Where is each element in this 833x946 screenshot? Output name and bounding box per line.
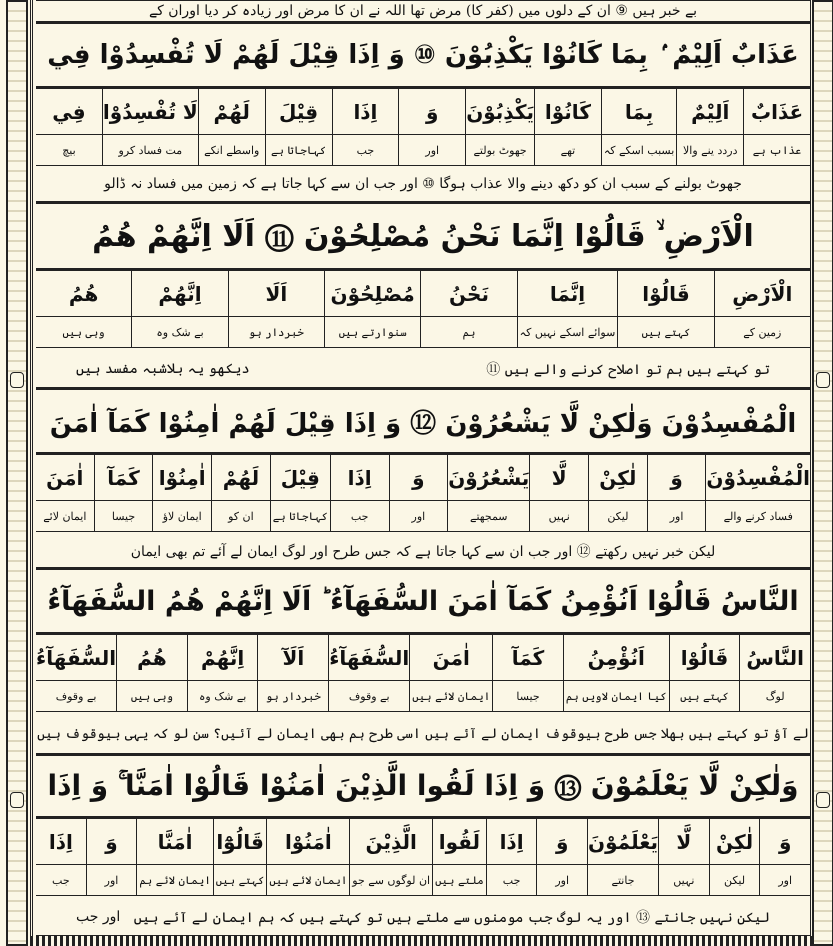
arabic-word: كَمَآ <box>493 635 563 681</box>
word-cell <box>131 271 227 347</box>
urdu-word-meaning: اور <box>555 873 570 887</box>
urdu-word-meaning: خبردار ہو <box>265 689 321 703</box>
word-cell <box>349 819 432 895</box>
urdu-word-meaning: اور <box>778 873 793 887</box>
word-by-word-grid <box>36 634 810 712</box>
urdu-word-meaning: جب <box>502 873 521 887</box>
urdu-word-meaning: بیچ <box>62 143 76 157</box>
urdu-word-meaning: ہم <box>462 325 476 339</box>
translation-line <box>36 714 810 754</box>
arabic-word: قَالُوْا <box>618 271 713 317</box>
arabic-word: لٰكِنْ <box>589 455 647 501</box>
arabic-word: وَ <box>87 819 137 865</box>
urdu-word-meaning: وہی ہیں <box>130 689 174 703</box>
border-ornament <box>10 372 24 388</box>
arabic-word: اِذَا <box>333 89 399 135</box>
translation-text: جھوٹ بولنے کے سبب ان کو دکھ دینے والا عذاب ہوگا ⑩ اور جب ان سے کہا جاتا ہے کہ زمین میں فساد نہ ڈالو <box>104 175 742 192</box>
urdu-word-meaning: اور <box>669 509 684 523</box>
arabic-word: قَالُوْا <box>670 635 740 681</box>
arabic-word: نَحْنُ <box>421 271 516 317</box>
top-note-text: بے خبر ہیں ⑨ ان کے دلوں میں (کفر کا) مرض تھا اللہ نے ان کا مرض اور زیادہ کر دیا اوران کے <box>148 3 698 19</box>
word-cell <box>705 455 810 531</box>
urdu-word-meaning: لوگ <box>765 689 785 703</box>
urdu-word-meaning: جانتے <box>611 873 635 887</box>
urdu-word-meaning: جب <box>52 873 70 887</box>
urdu-word-meaning: نہیں <box>673 873 695 887</box>
arabic-word: السُّفَهَآءُ <box>329 635 409 681</box>
word-cell <box>94 455 153 531</box>
translation-text: لیکن خبر نہیں رکھتے ⑫ اور جب ان سے کہا جاتا ہے کہ جس طرح اور لوگ ایمان لے آئے تم بھی ایمان <box>130 543 716 560</box>
arabic-word: وَ <box>760 819 810 865</box>
arabic-word: كَمَآ <box>95 455 153 501</box>
translation-line <box>36 534 810 568</box>
word-by-word-grid <box>36 818 810 896</box>
arabic-word: قِيْلَ <box>271 455 330 501</box>
word-cell <box>136 819 212 895</box>
urdu-word-meaning: ایمان لائے <box>43 509 87 523</box>
arabic-word: اَلَآ <box>258 635 328 681</box>
word-cell <box>588 455 647 531</box>
urdu-word-meaning: سوائے اسکے نہیں کہ <box>519 325 616 339</box>
translation-line <box>36 898 810 936</box>
word-cell <box>739 635 810 711</box>
ayah-line: الْاَرْضِ ۙ قَالُوْا اِنَّمَا نَحْنُ مُصْلِحُوْنَ ⑪ اَلَا اِنَّهُمْ هُمُ <box>36 202 810 270</box>
word-cell <box>492 635 563 711</box>
arabic-word: اِنَّمَا <box>518 271 618 317</box>
urdu-word-meaning: بے وقوف <box>348 689 390 703</box>
urdu-word-meaning: کہاجاتا ہے <box>272 509 328 523</box>
word-cell <box>324 271 420 347</box>
urdu-word-meaning: اور <box>425 143 440 157</box>
word-cell <box>36 455 94 531</box>
urdu-word-meaning: خبردار ہو <box>248 325 304 339</box>
word-cell <box>152 455 211 531</box>
word-cell <box>328 635 409 711</box>
arabic-word: اٰمَنَ <box>410 635 492 681</box>
arabic-word: الْمُفْسِدُوْنَ <box>706 455 810 501</box>
urdu-word-meaning: لیکن <box>607 509 629 523</box>
urdu-word-meaning: ان لوگوں سے جو <box>352 873 431 887</box>
word-cell <box>676 89 743 165</box>
word-cell <box>102 89 198 165</box>
right-ornamental-border <box>812 0 833 946</box>
translation-line <box>36 350 810 388</box>
urdu-word-meaning: ایمان لائے ہیں <box>269 873 348 887</box>
urdu-word-meaning: نہیں <box>548 509 570 523</box>
border-ornament <box>10 792 24 808</box>
word-cell <box>536 819 587 895</box>
word-cell <box>714 271 810 347</box>
word-cell <box>601 89 676 165</box>
ayah-line: وَلٰكِنْ لَّا يَعْلَمُوْنَ ⑬ وَ اِذَا لَقُوا الَّذِيْنَ اٰمَنُوْا قَالُوْا اٰمَنَّا ۚ وَ اِذَا <box>36 754 810 818</box>
urdu-word-meaning: دردد ینے والا <box>683 143 738 157</box>
arabic-word: اٰمِنُوْا <box>153 455 211 501</box>
word-cell <box>330 455 389 531</box>
arabic-word: لَقُوا <box>433 819 486 865</box>
border-ornament <box>816 372 830 388</box>
translation-text: تو کہتے ہیں ہم تو اصلاح کرنے والے ہیں ⑪ <box>486 361 770 378</box>
word-cell <box>116 635 187 711</box>
translation-line <box>36 166 810 202</box>
arabic-word: وَ <box>537 819 587 865</box>
arabic-word: اٰمَنَ <box>36 455 94 501</box>
arabic-word: لَّا <box>530 455 588 501</box>
urdu-word-meaning: ان کو <box>228 509 254 523</box>
urdu-word-meaning: کہتے ہیں <box>215 873 265 887</box>
urdu-word-meaning: اور <box>411 509 426 523</box>
urdu-word-meaning: جیسا <box>111 509 136 523</box>
border-ornament <box>816 792 830 808</box>
urdu-word-meaning: جب <box>356 143 375 157</box>
arabic-word: عَذَابٌ <box>744 89 810 135</box>
word-cell <box>265 89 332 165</box>
urdu-word-meaning: فساد کرنے والے <box>723 509 793 523</box>
urdu-word-meaning: جیسا <box>516 689 540 703</box>
translation-text-continued: اور جب <box>76 908 121 925</box>
word-cell <box>709 819 760 895</box>
arabic-word: قَالُوْٓا <box>214 819 267 865</box>
urdu-word-meaning: بے وقوف <box>55 689 97 703</box>
word-cell <box>86 819 137 895</box>
word-cell <box>187 635 258 711</box>
word-by-word-grid <box>36 454 810 532</box>
urdu-word-meaning: کہتے ہیں <box>641 325 691 339</box>
arabic-word: قِيْلَ <box>266 89 332 135</box>
urdu-word-meaning: ملتے ہیں <box>435 873 484 887</box>
word-cell <box>398 89 465 165</box>
arabic-word: يَشْعُرُوْنَ <box>448 455 529 501</box>
word-cell <box>198 89 265 165</box>
urdu-word-meaning: مت فساد کرو <box>118 143 183 157</box>
word-cell <box>432 819 486 895</box>
urdu-word-meaning: جب <box>350 509 369 523</box>
urdu-word-meaning: بے شک وہ <box>156 325 204 339</box>
urdu-word-meaning: ایمان لاؤ <box>162 509 202 523</box>
urdu-word-meaning: سمجھتے <box>470 509 508 523</box>
word-cell <box>270 455 330 531</box>
arabic-word: لَهُمْ <box>212 455 270 501</box>
urdu-word-meaning: کہتے ہیں <box>680 689 729 703</box>
word-by-word-grid <box>36 270 810 348</box>
urdu-word-meaning: کہاجاتا ہے <box>271 143 327 157</box>
translation-text: لے آؤ تو کہتے ہیں بھلا جس طرح بیوقوف ایمان لے آئے ہیں اسی طرح ہم بھی ایمان لے آئیں؟ سن لو کہ یہی بیوقوف ہیں <box>37 725 809 742</box>
arabic-word: لَهُمْ <box>199 89 265 135</box>
bottom-ornamental-border <box>30 936 813 946</box>
arabic-word: السُّفَهَآءُ <box>36 635 116 681</box>
word-cell <box>529 455 588 531</box>
left-ornamental-border <box>6 0 28 946</box>
word-by-word-grid <box>36 88 810 166</box>
word-cell <box>617 271 713 347</box>
word-cell <box>465 89 534 165</box>
arabic-word: اِذَا <box>36 819 86 865</box>
word-cell <box>36 271 131 347</box>
word-cell <box>759 819 810 895</box>
arabic-word: اِذَا <box>487 819 537 865</box>
ayah-line: الْمُفْسِدُوْنَ وَلٰكِنْ لَّا يَشْعُرُوْنَ ⑫ وَ اِذَا قِيْلَ لَهُمْ اٰمِنُوْا كَمَآ اٰمَنَ <box>36 388 810 454</box>
top-translation-line <box>36 0 810 22</box>
word-cell <box>743 89 810 165</box>
urdu-word-meaning: جھوٹ بولتے <box>473 143 527 157</box>
translation-text-continued: دیکھو یہ بلاشبہ مفسد ہیں <box>76 360 250 377</box>
arabic-word: الَّذِيْنَ <box>350 819 432 865</box>
urdu-word-meaning: بسبب اسکے کہ <box>603 143 675 157</box>
urdu-word-meaning: ایمان لائے ہیں <box>412 689 491 703</box>
word-cell <box>228 271 324 347</box>
urdu-word-meaning: ایمان لائے ہم <box>139 873 211 887</box>
arabic-word: اِنَّهُمْ <box>188 635 258 681</box>
urdu-word-meaning: واسطے انکے <box>204 143 260 157</box>
word-cell <box>534 89 601 165</box>
arabic-word: اٰمَنُوْا <box>267 819 349 865</box>
urdu-word-meaning: تھے <box>560 143 576 157</box>
word-cell <box>647 455 706 531</box>
arabic-word: لَا تُفْسِدُوْا <box>103 89 198 135</box>
translation-text: لیکن نہیں جانتے ⑬ اور یہ لوگ جب مومنوں سے ملتے ہیں تو کہتے ہیں کہ ہم ایمان لے آئے ہیں <box>133 909 770 926</box>
urdu-word-meaning: لیکن <box>723 873 746 887</box>
urdu-word-meaning: زمین کے <box>743 325 782 339</box>
word-cell <box>587 819 658 895</box>
arabic-word: هُمُ <box>36 271 131 317</box>
word-cell <box>266 819 349 895</box>
word-cell <box>332 89 399 165</box>
arabic-word: يَعْلَمُوْنَ <box>588 819 658 865</box>
arabic-word: لٰكِنْ <box>710 819 760 865</box>
word-cell <box>389 455 448 531</box>
urdu-word-meaning: کیا ایمان لاویں ہم <box>565 689 667 703</box>
urdu-word-meaning: وہی ہیں <box>62 325 105 339</box>
urdu-word-meaning: سنوارتے ہیں <box>338 325 407 339</box>
word-cell <box>257 635 328 711</box>
urdu-word-meaning: اور <box>104 873 119 887</box>
arabic-word: الْاَرْضِ <box>715 271 810 317</box>
arabic-word: كَانُوْا <box>535 89 601 135</box>
arabic-word: يَكْذِبُوْنَ <box>466 89 534 135</box>
arabic-word: هُمُ <box>117 635 187 681</box>
word-cell <box>420 271 516 347</box>
word-cell <box>563 635 669 711</box>
arabic-word: النَّاسُ <box>740 635 810 681</box>
arabic-word: اِنَّهُمْ <box>132 271 227 317</box>
word-cell <box>409 635 492 711</box>
word-cell <box>517 271 618 347</box>
arabic-word: وَ <box>648 455 706 501</box>
word-cell <box>669 635 740 711</box>
arabic-word: بِمَا <box>602 89 676 135</box>
word-cell <box>36 819 86 895</box>
arabic-word: وَ <box>399 89 465 135</box>
arabic-word: مُصْلِحُوْنَ <box>325 271 420 317</box>
arabic-word: اٰمَنَّا <box>137 819 212 865</box>
urdu-word-meaning: عذاب ہے <box>752 143 802 157</box>
arabic-word: اَنُؤْمِنُ <box>564 635 669 681</box>
word-cell <box>36 635 116 711</box>
arabic-word: اَلِيْمٌ <box>677 89 743 135</box>
ayah-line: عَذَابٌ اَلِيْمٌ ۢ بِمَا كَانُوْا يَكْذِبُوْنَ ⑩ وَ اِذَا قِيْلَ لَهُمْ لَا تُفْسِدُوْا فِي <box>36 22 810 88</box>
arabic-word: فِي <box>36 89 102 135</box>
word-cell <box>486 819 537 895</box>
urdu-word-meaning: بے شک وہ <box>198 689 247 703</box>
word-cell <box>658 819 709 895</box>
word-cell <box>211 455 270 531</box>
word-cell <box>36 89 102 165</box>
ayah-line: النَّاسُ قَالُوْا اَنُؤْمِنُ كَمَآ اٰمَنَ السُّفَهَآءُ ؕ اَلَا اِنَّهُمْ هُمُ السُّفَهَآءُ <box>36 568 810 634</box>
word-cell <box>447 455 529 531</box>
word-cell <box>213 819 267 895</box>
arabic-word: اِذَا <box>331 455 389 501</box>
arabic-word: اَلَا <box>229 271 324 317</box>
arabic-word: وَ <box>390 455 448 501</box>
arabic-word: لَّا <box>659 819 709 865</box>
